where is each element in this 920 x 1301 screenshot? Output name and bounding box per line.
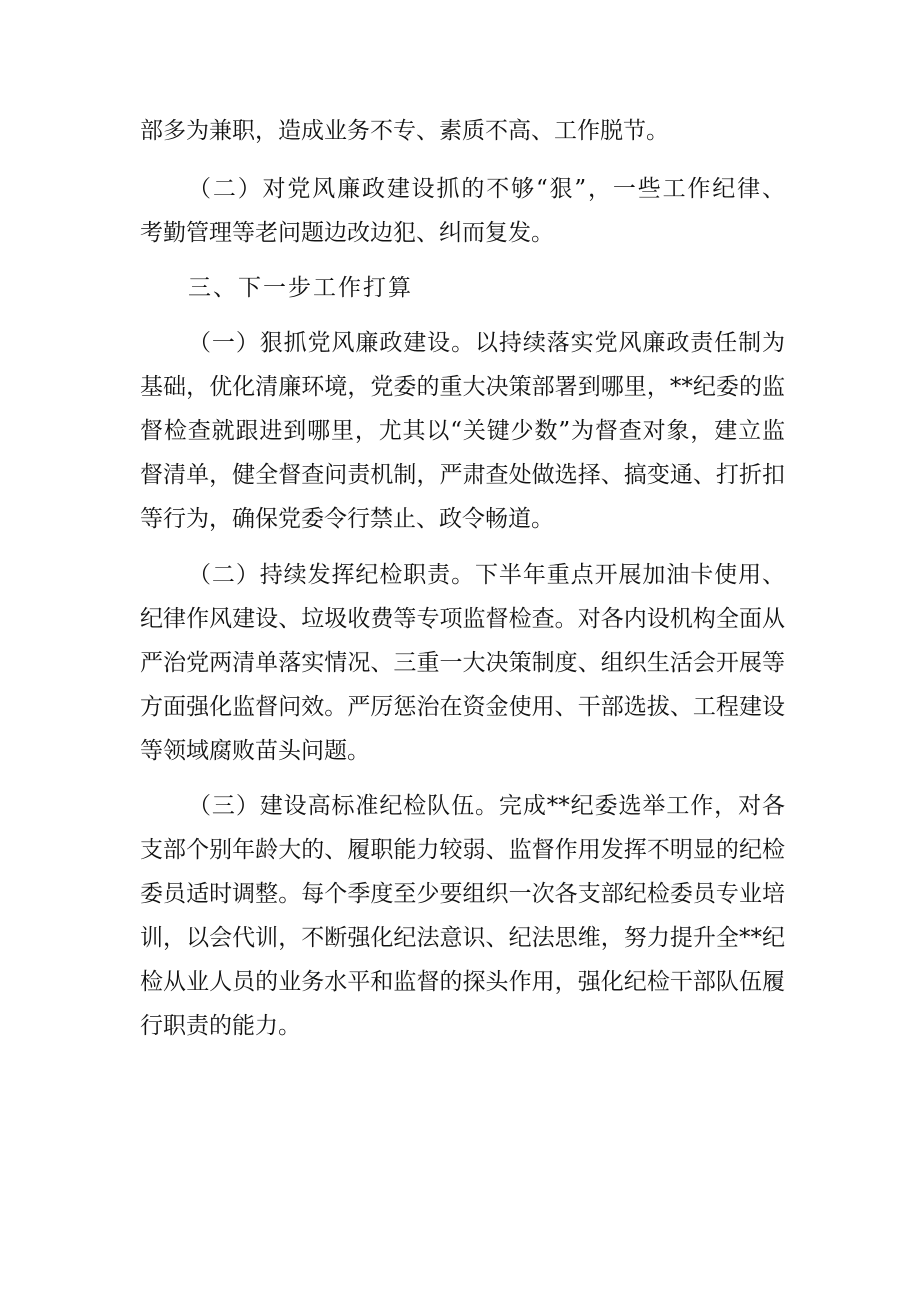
text-line: 等领域腐败苗头问题。 xyxy=(140,738,370,764)
text-line: 督检查就跟进到哪里，尤其以“关键少数”为督查对象，建立监 xyxy=(140,418,785,444)
text-line: 基础，优化清廉环境，党委的重大决策部署到哪里，**纪委的监 xyxy=(140,374,785,400)
text-line: 等行为，确保党委令行禁止、政令畅道。 xyxy=(140,506,554,532)
text-line: （二）对党风廉政建设抓的不够“狠”，一些工作纪律、 xyxy=(188,176,785,202)
text-line: 纪律作风建设、垃圾收费等专项监督检查。对各内设机构全面从 xyxy=(140,606,785,632)
text-line: 考勤管理等老问题边改边犯、纠而复发。 xyxy=(140,220,554,246)
text-line: （一）狠抓党风廉政建设。以持续落实党风廉政责任制为 xyxy=(188,330,785,356)
text-line: （三）建设高标准纪检队伍。完成**纪委选举工作，对各 xyxy=(188,793,785,819)
text-line: 训，以会代训，不断强化纪法意识、纪法思维，努力提升全**纪 xyxy=(140,925,785,951)
text-line: 部多为兼职，造成业务不专、素质不高、工作脱节。 xyxy=(140,118,669,144)
text-line: 督清单，健全督查问责机制，严肃查处做选择、搞变通、打折扣 xyxy=(140,462,785,488)
text-line: （二）持续发挥纪检职责。下半年重点开展加油卡使用、 xyxy=(188,562,785,588)
text-line: 行职责的能力。 xyxy=(140,1013,301,1039)
text-line: 支部个别年龄大的、履职能力较弱、监督作用发挥不明显的纪检 xyxy=(140,837,785,863)
text-line: 委员适时调整。每个季度至少要组织一次各支部纪检委员专业培 xyxy=(140,881,785,907)
section-heading: 三、下一步工作打算 xyxy=(188,275,413,301)
text-line: 严治党两清单落实情况、三重一大决策制度、组织生活会开展等 xyxy=(140,650,785,676)
text-line: 方面强化监督问效。严厉惩治在资金使用、干部选拔、工程建设 xyxy=(140,694,785,720)
text-line: 检从业人员的业务水平和监督的探头作用，强化纪检干部队伍履 xyxy=(140,969,785,995)
